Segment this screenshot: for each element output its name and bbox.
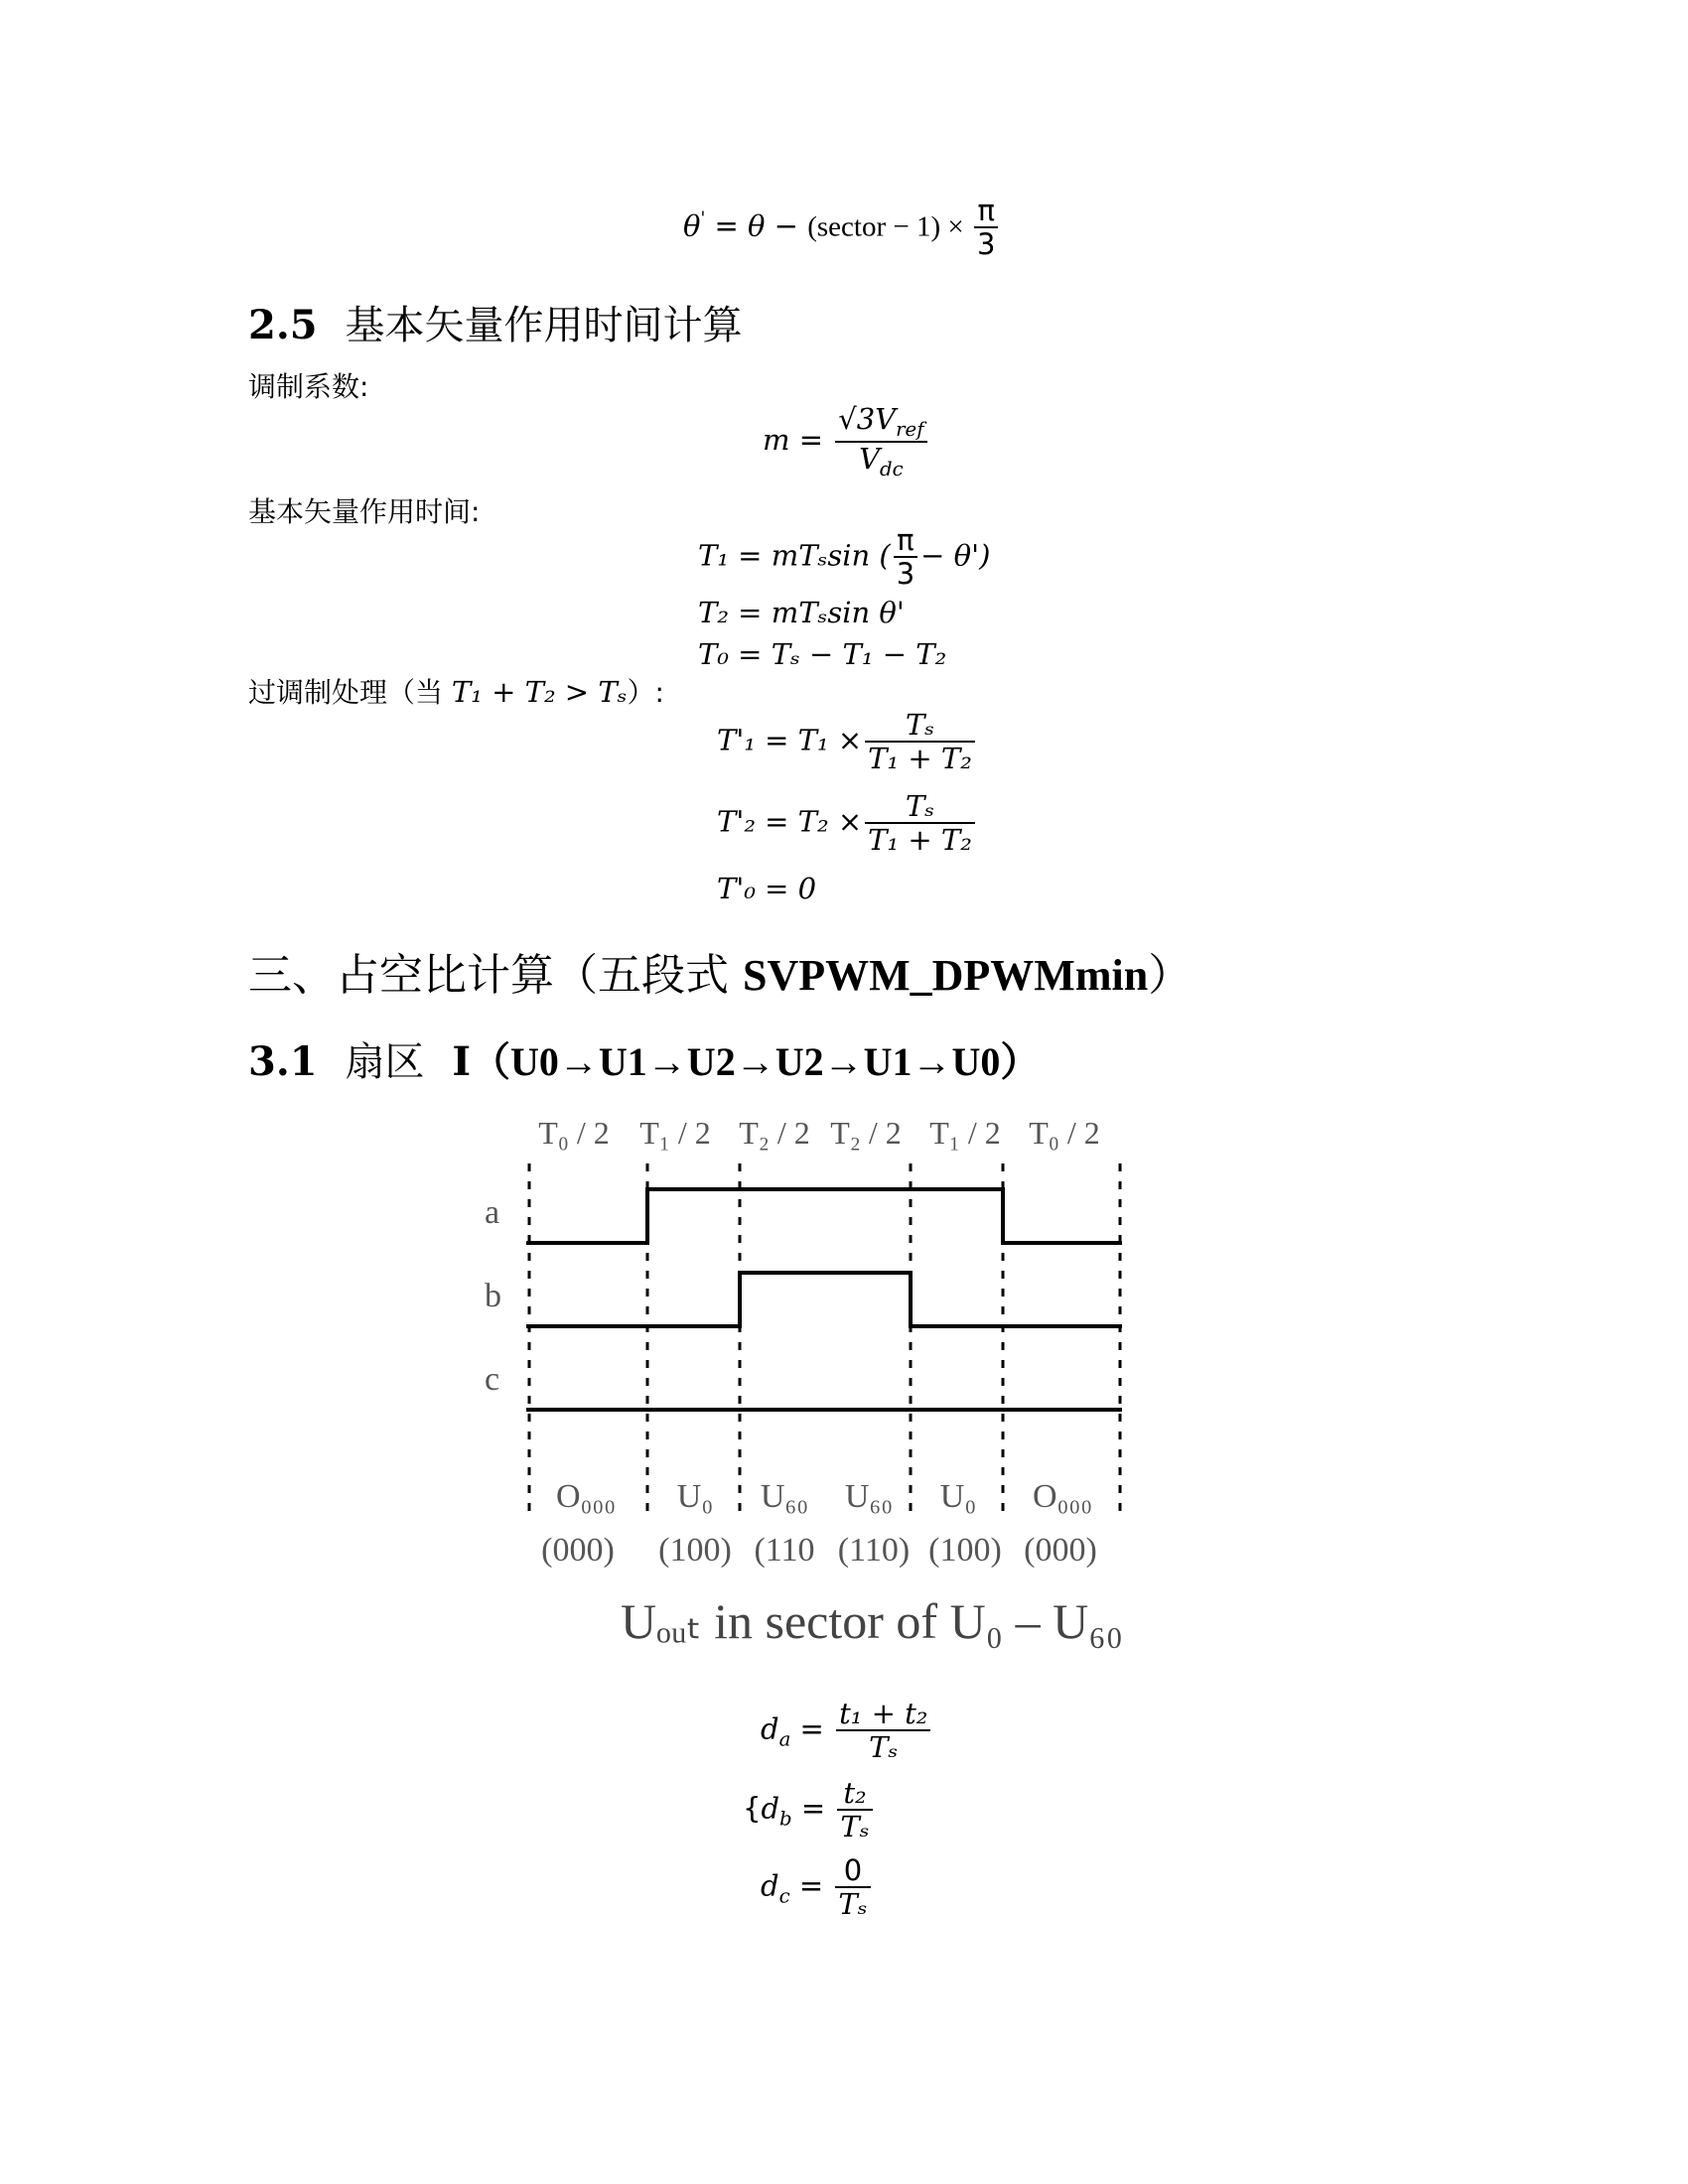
row-label-b: b [485, 1278, 501, 1314]
code-label-3: (110 [754, 1532, 815, 1569]
top-label-1: T₀ / 2 [538, 1115, 610, 1151]
code-label-1: (000) [541, 1532, 615, 1569]
formula-theta-prime: θ' = θ − (sector − 1) × $\frac{\pi}{3}$ [683, 195, 1001, 261]
top-label-4: T₂ / 2 [830, 1115, 902, 1151]
vector-label-3: U₆₀ [760, 1478, 809, 1515]
time-label: 基本矢量作用时间: [248, 495, 481, 528]
section-heading-3-1: 3.1 扇区 I（U0→U1→U2→U2→U1→U0） [248, 1038, 1041, 1085]
formula-t2: T₂ = mTₛsin θ' [698, 596, 905, 629]
code-label-5: (100) [928, 1532, 1002, 1569]
vector-label-5: U₀ [939, 1478, 977, 1515]
code-label-6: (000) [1024, 1532, 1097, 1569]
pi-over-3: $\frac{\pi}{3}$ [974, 195, 998, 261]
formula-t0-prime: T'₀ = 0 [717, 872, 817, 905]
figure-caption: Uₒᵤₜ in sector of U₀ – U₆₀ [621, 1593, 1124, 1649]
modulation-label: 调制系数: [248, 370, 369, 403]
switching-waveform-figure [457, 1102, 1211, 1658]
formula-dc: $d_c$ = $\frac{0}{\text{Tₛ}}$ [761, 1854, 874, 1921]
formula-t1: T₁ = mTₛsin ( $\frac{\pi}{3}$ − θ') [698, 523, 991, 592]
top-label-6: T₀ / 2 [1029, 1115, 1100, 1151]
code-label-4: (110) [837, 1532, 911, 1569]
formula-modulation-index: m = $\frac{√3V_{ref}}{V_{dc}}$ [763, 403, 930, 480]
formula-da: $d_a$ = $\frac{\text{t₁ + t₂}}{\text{Tₛ}}$ [761, 1698, 933, 1764]
formula-t0: T₀ = Tₛ − T₁ − T₂ [698, 637, 947, 671]
top-label-2: T₁ / 2 [639, 1115, 711, 1151]
formula-t1-prime: T'₁ = T₁ × $\frac{\text{Tₛ}}{\text{T₁ + T₂}}$ [717, 709, 978, 775]
top-label-3: T₂ / 2 [739, 1115, 810, 1151]
segment-separators [529, 1163, 1120, 1519]
row-label-c: c [485, 1361, 500, 1398]
row-label-a: a [485, 1194, 500, 1231]
waveform-a [526, 1189, 1122, 1243]
theta-symbol: θ [748, 208, 766, 243]
section-heading-2-5: 2.5 基本矢量作用时间计算 [248, 302, 743, 348]
overmodulation-label: 过调制处理（当 T₁ + T₂ > Tₛ）: [248, 675, 664, 709]
formula-db: {$d_b$ = $\frac{\text{t₂}}{\text{Tₛ}}$ [743, 1777, 876, 1843]
formula-t2-prime: T'₂ = T₂ × $\frac{\text{Tₛ}}{\text{T₁ + T₂}}$ [717, 790, 978, 857]
vector-label-2: U₀ [676, 1478, 714, 1515]
waveform-b [526, 1273, 1122, 1326]
top-label-5: T₁ / 2 [929, 1115, 1001, 1151]
section-heading-3: 三、占空比计算（五段式 SVPWM_DPWMmin） [248, 950, 1193, 1001]
code-label-2: (100) [658, 1532, 732, 1569]
vector-label-4: U₆₀ [844, 1478, 894, 1515]
vector-label-1: O₀₀₀ [555, 1478, 617, 1515]
vector-label-6: O₀₀₀ [1032, 1478, 1093, 1515]
